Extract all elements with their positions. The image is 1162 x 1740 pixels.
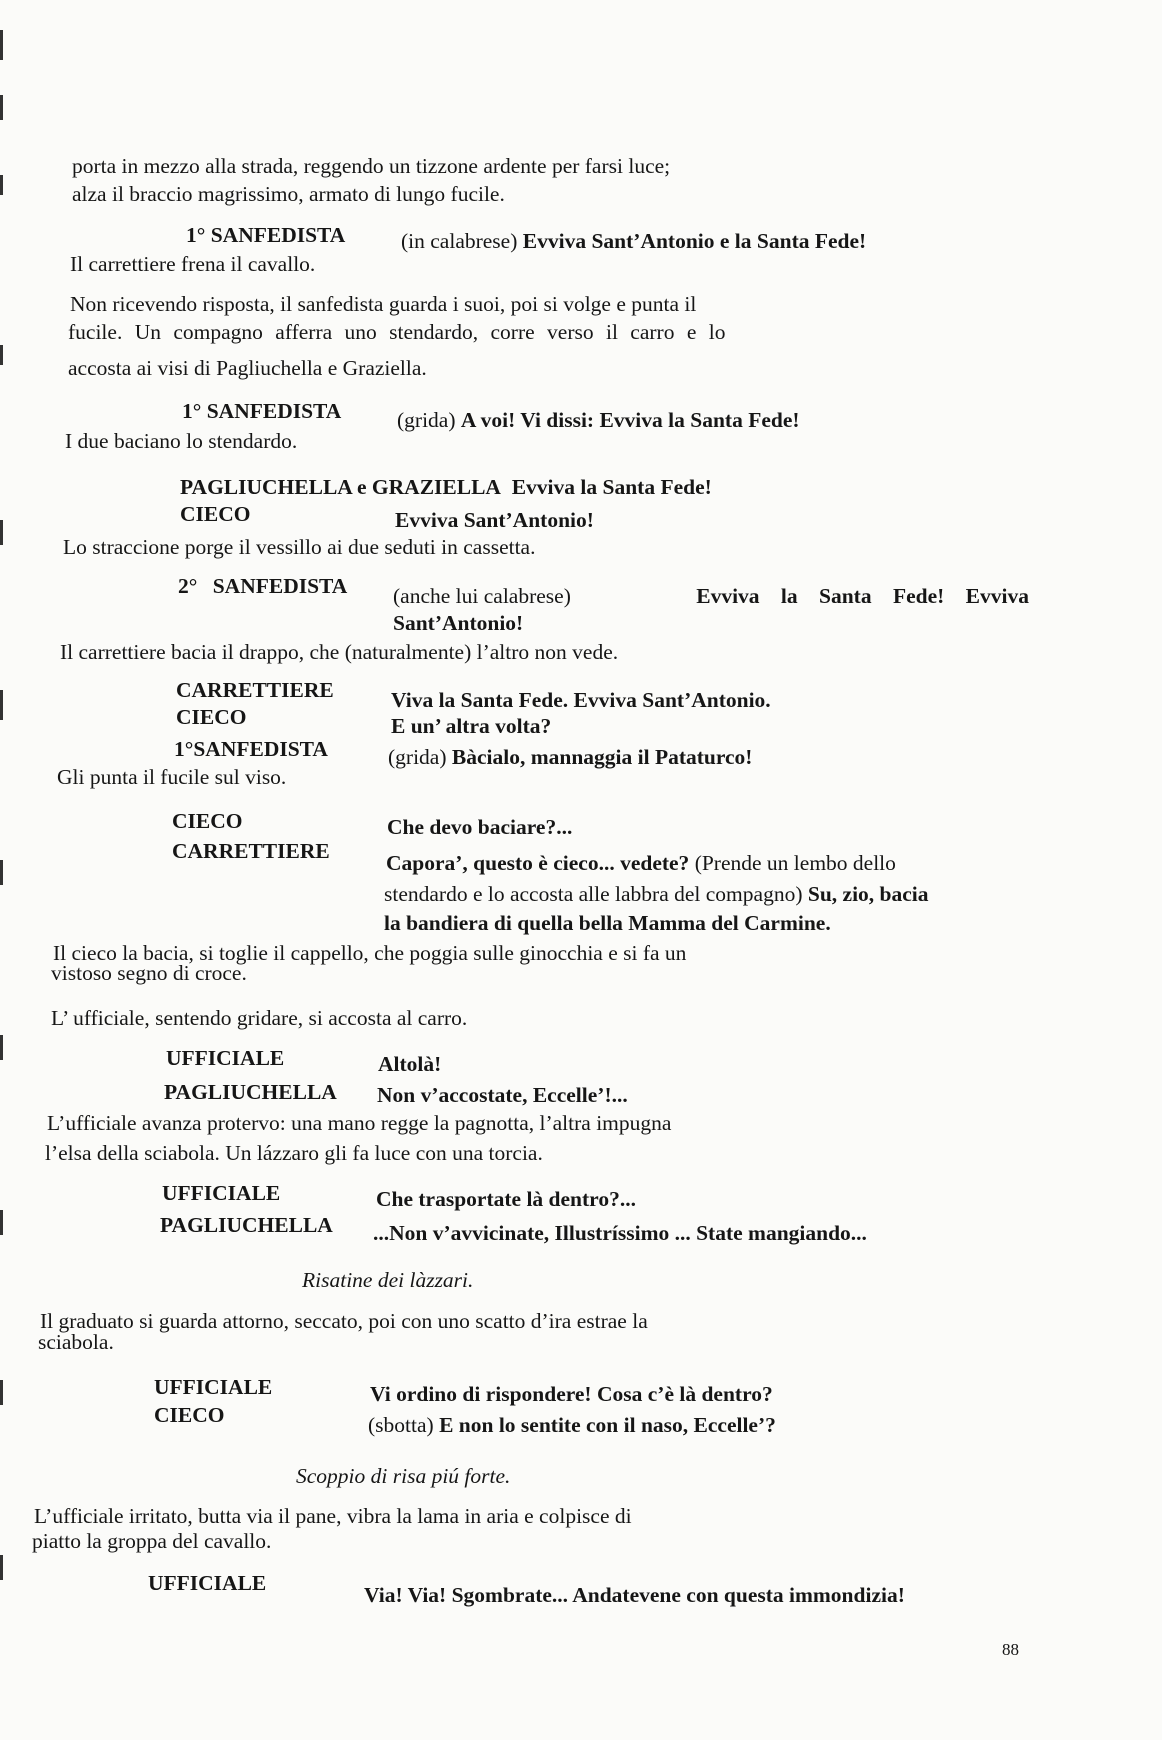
speaker-name: UFFICIALE: [148, 1571, 267, 1595]
speaker-name: CARRETTIERE: [176, 678, 334, 702]
dialogue-text: Sant’Antonio!: [393, 611, 524, 635]
stage-direction: vistoso segno di croce.: [51, 961, 247, 985]
dialogue-line: [368, 1412, 776, 1438]
dialogue-text: Bàcialo, mannaggia il Pataturco!: [451, 745, 753, 769]
stage-direction: Il cieco la bacia, si toglie il cappello, che poggia sulle ginocchia e si fa un: [53, 941, 687, 965]
dialogue-text: Che trasportate là dentro?...: [376, 1187, 636, 1211]
dialogue-line: [386, 850, 896, 876]
stage-aside: (sbotta): [368, 1413, 434, 1437]
stage-note: Scoppio di risa piú forte.: [296, 1464, 511, 1488]
speaker-name: 1° SANFEDISTA: [186, 223, 346, 247]
dialogue-text: A voi! Vi dissi: Evviva la Santa Fede!: [460, 408, 800, 432]
stage-direction: L’ufficiale avanza protervo: una mano regge la pagnotta, l’altra impugna: [47, 1111, 672, 1135]
binding-mark: [0, 520, 3, 545]
stage-aside: (grida): [397, 408, 456, 432]
stage-aside: (Prende un lembo dello: [694, 851, 896, 875]
speaker-name: PAGLIUCHELLA: [160, 1213, 333, 1237]
stage-direction: piatto la groppa del cavallo.: [32, 1529, 272, 1553]
stage-direction: L’ufficiale irritato, butta via il pane, vibra la lama in aria e colpisce di: [34, 1504, 632, 1528]
binding-mark: [0, 345, 3, 365]
speaker-name: UFFICIALE: [154, 1375, 273, 1399]
dialogue-text: la bandiera di quella bella Mamma del Carmine.: [384, 911, 831, 935]
dialogue-text: Non v’accostate, Eccelle’!...: [377, 1083, 628, 1107]
dialogue-text: ...Non v’avvicinate, Illustríssimo ... State mangiando...: [373, 1221, 867, 1245]
stage-aside: stendardo e lo accosta alle labbra del compagno): [384, 882, 803, 906]
binding-mark: [0, 860, 3, 885]
dialogue-text: Vi ordino di rispondere! Cosa c’è là dentro?: [370, 1382, 773, 1406]
stage-note: Risatine dei làzzari.: [302, 1268, 474, 1292]
binding-mark: [0, 1380, 3, 1405]
dialogue-line: [388, 744, 752, 770]
stage-direction: Lo straccione porge il vessillo ai due seduti in cassetta.: [63, 535, 536, 559]
stage-direction: l’elsa della sciabola. Un lázzaro gli fa luce con una torcia.: [45, 1141, 543, 1165]
stage-direction: Gli punta il fucile sul viso.: [57, 765, 287, 789]
speaker-name: PAGLIUCHELLA e GRAZIELLA: [180, 475, 501, 499]
dialogue-text: Evviva Sant’Antonio e la Santa Fede!: [522, 229, 867, 253]
speaker-name: UFFICIALE: [166, 1046, 285, 1070]
speaker-name: CIECO: [154, 1403, 225, 1427]
speaker-name: 2° SANFEDISTA: [178, 574, 348, 598]
stage-direction: porta in mezzo alla strada, reggendo un tizzone ardente per farsi luce;: [72, 154, 671, 178]
binding-mark: [0, 690, 3, 720]
stage-direction: I due baciano lo stendardo.: [65, 429, 298, 453]
dialogue-text: Viva la Santa Fede. Evviva Sant’Antonio.: [391, 688, 771, 712]
dialogue-text: Che devo baciare?...: [387, 815, 573, 839]
speaker-name: UFFICIALE: [162, 1181, 281, 1205]
stage-direction: fucile. Un compagno afferra uno stendardo, corre verso il carro e lo: [68, 320, 726, 344]
dialogue-text: Su, zio, bacia: [807, 882, 929, 906]
dialogue-text: Altolà!: [378, 1052, 442, 1076]
stage-direction: Il carrettiere frena il cavallo.: [70, 252, 316, 276]
stage-direction: Il graduato si guarda attorno, seccato, poi con uno scatto d’ira estrae la: [40, 1309, 648, 1333]
stage-aside: (in calabrese): [401, 229, 518, 253]
speaker-name: CARRETTIERE: [172, 839, 330, 863]
stage-direction: Il carrettiere bacia il drappo, che (naturalmente) l’altro non vede.: [60, 640, 619, 664]
dialogue-text: Evviva Sant’Antonio!: [395, 508, 594, 532]
dialogue-line: [393, 583, 1029, 609]
stage-direction: accosta ai visi di Pagliuchella e Graziella.: [68, 356, 427, 380]
stage-aside: (grida): [388, 745, 447, 769]
binding-mark: [0, 1035, 3, 1060]
dialogue-text: Evviva la Santa Fede!: [511, 475, 712, 499]
stage-direction: alza il braccio magrissimo, armato di lungo fucile.: [72, 182, 505, 206]
speaker-name: CIECO: [176, 705, 247, 729]
binding-mark: [0, 1210, 3, 1235]
dialogue-line: [397, 407, 800, 433]
page-number: 88: [1002, 1640, 1019, 1659]
stage-aside: (anche lui calabrese): [393, 584, 571, 608]
speaker-name: PAGLIUCHELLA: [164, 1080, 337, 1104]
dialogue-text: Evviva la Santa Fede! Evviva: [696, 584, 1029, 608]
dialogue-text: E un’ altra volta?: [391, 714, 552, 738]
speaker-name: CIECO: [180, 502, 251, 526]
dialogue-line: [401, 228, 866, 254]
binding-mark: [0, 1555, 3, 1580]
dialogue-text: Capora’, questo è cieco... vedete?: [386, 851, 690, 875]
stage-direction: Non ricevendo risposta, il sanfedista guarda i suoi, poi si volge e punta il: [70, 292, 697, 316]
speaker-name: 1° SANFEDISTA: [182, 399, 342, 423]
dialogue-line: [180, 474, 712, 500]
binding-mark: [0, 95, 3, 120]
dialogue-line: [384, 881, 929, 907]
speaker-name: CIECO: [172, 809, 243, 833]
dialogue-text: Via! Via! Sgombrate... Andatevene con questa immondizia!: [364, 1583, 905, 1607]
dialogue-text: E non lo sentite con il naso, Eccelle’?: [439, 1413, 776, 1437]
speaker-name: 1°SANFEDISTA: [174, 737, 328, 761]
binding-mark: [0, 30, 3, 60]
stage-direction: L’ ufficiale, sentendo gridare, si accosta al carro.: [51, 1006, 468, 1030]
binding-mark: [0, 175, 3, 195]
stage-direction: sciabola.: [38, 1330, 114, 1354]
